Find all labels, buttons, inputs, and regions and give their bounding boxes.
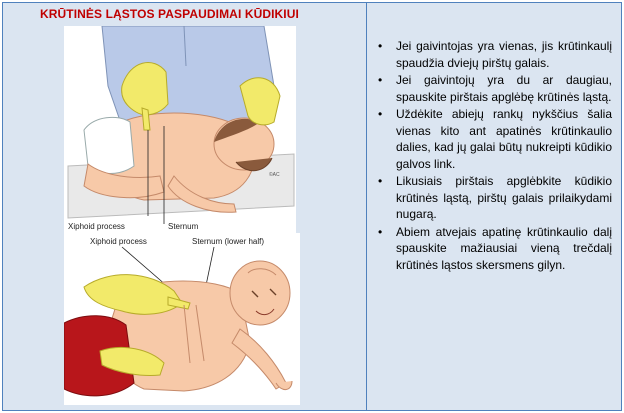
thumb-encircling-image bbox=[64, 233, 300, 405]
instruction-item bbox=[376, 38, 612, 71]
instruction-text: Uždėkite abiejų rankų nykščius šalia vienas kito ant apatinės krūtinkaulio dalies, kad jų galai būtų nukreipti kūdikio galvos link. bbox=[396, 107, 612, 171]
instruction-text: Abiem atvejais apatinę krūtinkaulio dalį spauskite mažiausiai vieną trečdalį krūtinės ląstos skersmens gilyn. bbox=[396, 224, 612, 272]
instruction-item bbox=[376, 106, 612, 172]
column-divider bbox=[366, 2, 367, 411]
illustration-two-finger bbox=[64, 26, 296, 236]
label-xiphoid-top: Xiphoid process bbox=[68, 222, 125, 231]
instruction-text: Jei gaivintojas yra vienas, jis krūtinkaulį spaudžia dviejų pirštų galais. bbox=[396, 39, 612, 70]
two-finger-compression-image bbox=[64, 26, 296, 236]
instruction-item bbox=[376, 72, 612, 105]
instruction-text: Jei gaivintojų yra du ar daugiau, spauskite pirštais apglėbę krūtinės ląstą. bbox=[396, 73, 612, 104]
instruction-item bbox=[376, 173, 612, 223]
instruction-text: Likusiais pirštais apglėbkite kūdikio krūtinės ląstą, pirštų galais prilaikydami nugarą. bbox=[396, 174, 612, 221]
instruction-item bbox=[376, 224, 612, 274]
label-sternum-bottom: Sternum (lower half) bbox=[192, 237, 265, 246]
bullet-icon: • bbox=[378, 224, 383, 239]
instruction-list bbox=[376, 38, 612, 274]
section-title: KRŪTINĖS LĄSTOS PASPAUDIMAI KŪDIKIUI bbox=[40, 7, 299, 21]
bullet-icon: • bbox=[378, 39, 383, 53]
bullet-icon: • bbox=[378, 107, 383, 121]
bullet-icon: • bbox=[378, 174, 383, 188]
illustration-thumb-encircling bbox=[64, 233, 300, 405]
label-xiphoid-bottom: Xiphoid process bbox=[90, 237, 147, 246]
bullet-icon: • bbox=[378, 73, 383, 87]
label-sternum-top: Sternum bbox=[168, 222, 199, 231]
illustration-credit: ©AC bbox=[269, 172, 280, 178]
